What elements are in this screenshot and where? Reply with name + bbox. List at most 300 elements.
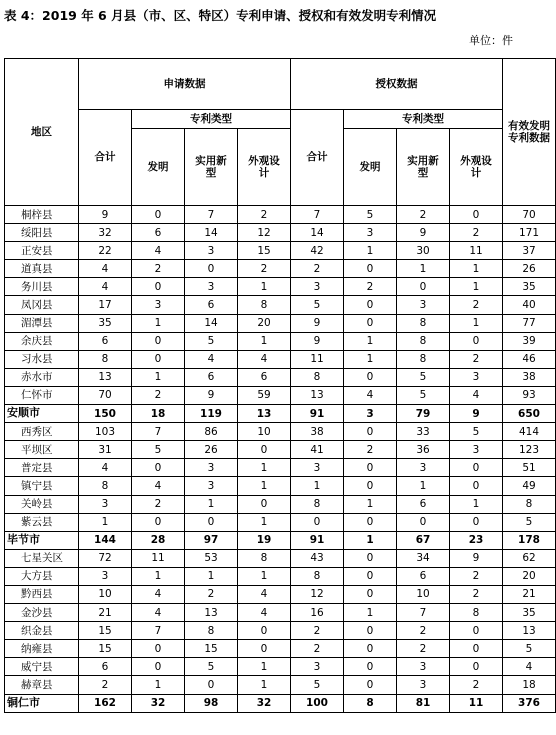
- value-cell: 2: [397, 640, 450, 658]
- table-row: [5, 585, 556, 603]
- value-cell: 8: [79, 350, 132, 368]
- table-row: [5, 405, 556, 423]
- value-cell: 171: [503, 224, 556, 242]
- value-cell: 0: [344, 676, 397, 694]
- value-cell: 2: [450, 224, 503, 242]
- value-cell: 3: [291, 459, 344, 477]
- value-cell: 6: [79, 332, 132, 350]
- value-cell: 2: [450, 676, 503, 694]
- table-row: [5, 332, 556, 350]
- value-cell: 1: [450, 495, 503, 513]
- value-cell: 0: [132, 332, 185, 350]
- region-cell: 凤冈县: [5, 296, 79, 314]
- value-cell: 0: [450, 477, 503, 495]
- value-cell: 62: [503, 549, 556, 567]
- value-cell: 1: [397, 477, 450, 495]
- value-cell: 59: [238, 386, 291, 404]
- value-cell: 1: [238, 513, 291, 531]
- value-cell: 9: [397, 224, 450, 242]
- value-cell: 150: [79, 405, 132, 423]
- value-cell: 0: [344, 585, 397, 603]
- value-cell: 4: [503, 658, 556, 676]
- patent-table: [4, 58, 556, 713]
- value-cell: 0: [185, 260, 238, 278]
- value-cell: 8: [238, 549, 291, 567]
- value-cell: 10: [238, 423, 291, 441]
- value-cell: 9: [450, 549, 503, 567]
- table-row: [5, 604, 556, 622]
- value-cell: 1: [238, 676, 291, 694]
- value-cell: 0: [238, 640, 291, 658]
- value-cell: 98: [185, 694, 238, 712]
- value-cell: 1: [397, 260, 450, 278]
- value-cell: 5: [450, 423, 503, 441]
- value-cell: 5: [291, 296, 344, 314]
- value-cell: 3: [132, 296, 185, 314]
- value-cell: 28: [132, 531, 185, 549]
- value-cell: 9: [79, 206, 132, 224]
- region-cell: 桐梓县: [5, 206, 79, 224]
- table-row: [5, 676, 556, 694]
- header-region: 地区: [5, 59, 79, 206]
- table-row: [5, 495, 556, 513]
- value-cell: 3: [397, 296, 450, 314]
- value-cell: 20: [238, 314, 291, 332]
- value-cell: 178: [503, 531, 556, 549]
- value-cell: 5: [397, 368, 450, 386]
- value-cell: 5: [503, 640, 556, 658]
- value-cell: 3: [450, 441, 503, 459]
- value-cell: 1: [344, 531, 397, 549]
- value-cell: 0: [344, 296, 397, 314]
- value-cell: 5: [344, 206, 397, 224]
- value-cell: 0: [344, 658, 397, 676]
- value-cell: 4: [132, 604, 185, 622]
- value-cell: 2: [450, 567, 503, 585]
- value-cell: 4: [450, 386, 503, 404]
- value-cell: 35: [503, 278, 556, 296]
- region-cell: 道真县: [5, 260, 79, 278]
- value-cell: 5: [185, 332, 238, 350]
- value-cell: 35: [79, 314, 132, 332]
- value-cell: 3: [450, 368, 503, 386]
- value-cell: 1: [291, 477, 344, 495]
- value-cell: 41: [291, 441, 344, 459]
- value-cell: 0: [185, 676, 238, 694]
- value-cell: 13: [238, 405, 291, 423]
- region-cell: 黔西县: [5, 585, 79, 603]
- value-cell: 77: [503, 314, 556, 332]
- value-cell: 10: [397, 585, 450, 603]
- value-cell: 15: [238, 242, 291, 260]
- value-cell: 9: [185, 386, 238, 404]
- header-grant-design: 外观设计: [450, 129, 503, 206]
- value-cell: 79: [397, 405, 450, 423]
- value-cell: 6: [132, 224, 185, 242]
- region-cell: 赤水市: [5, 368, 79, 386]
- region-cell: 大方县: [5, 567, 79, 585]
- header-valid-invention: 有效发明专利数据: [503, 59, 556, 206]
- value-cell: 2: [397, 622, 450, 640]
- value-cell: 376: [503, 694, 556, 712]
- value-cell: 2: [397, 206, 450, 224]
- value-cell: 4: [79, 459, 132, 477]
- value-cell: 2: [238, 260, 291, 278]
- region-cell: 紫云县: [5, 513, 79, 531]
- value-cell: 4: [238, 350, 291, 368]
- region-cell: 绥阳县: [5, 224, 79, 242]
- value-cell: 7: [132, 622, 185, 640]
- value-cell: 32: [132, 694, 185, 712]
- value-cell: 42: [291, 242, 344, 260]
- value-cell: 30: [397, 242, 450, 260]
- region-cell: 赫章县: [5, 676, 79, 694]
- value-cell: 12: [238, 224, 291, 242]
- value-cell: 3: [185, 278, 238, 296]
- table-row: [5, 477, 556, 495]
- value-cell: 1: [238, 658, 291, 676]
- value-cell: 8: [291, 368, 344, 386]
- value-cell: 81: [397, 694, 450, 712]
- value-cell: 33: [397, 423, 450, 441]
- value-cell: 9: [291, 332, 344, 350]
- header-app-type: 专利类型: [132, 110, 291, 129]
- value-cell: 13: [185, 604, 238, 622]
- value-cell: 2: [132, 386, 185, 404]
- region-cell: 湄潭县: [5, 314, 79, 332]
- value-cell: 7: [132, 423, 185, 441]
- value-cell: 3: [79, 567, 132, 585]
- value-cell: 1: [238, 278, 291, 296]
- value-cell: 4: [185, 350, 238, 368]
- value-cell: 15: [79, 640, 132, 658]
- header-grant-total: 合计: [291, 110, 344, 206]
- value-cell: 35: [503, 604, 556, 622]
- value-cell: 53: [185, 549, 238, 567]
- value-cell: 100: [291, 694, 344, 712]
- value-cell: 2: [344, 441, 397, 459]
- value-cell: 2: [291, 260, 344, 278]
- value-cell: 1: [132, 314, 185, 332]
- value-cell: 3: [344, 224, 397, 242]
- table-row: [5, 567, 556, 585]
- value-cell: 9: [450, 405, 503, 423]
- value-cell: 18: [132, 405, 185, 423]
- value-cell: 0: [344, 368, 397, 386]
- value-cell: 4: [132, 477, 185, 495]
- value-cell: 1: [132, 368, 185, 386]
- region-cell: 平坝区: [5, 441, 79, 459]
- value-cell: 2: [344, 278, 397, 296]
- value-cell: 37: [503, 242, 556, 260]
- value-cell: 0: [450, 513, 503, 531]
- value-cell: 12: [291, 585, 344, 603]
- table-row: [5, 296, 556, 314]
- header-grant-invention: 发明: [344, 129, 397, 206]
- table-row: [5, 441, 556, 459]
- value-cell: 8: [397, 332, 450, 350]
- value-cell: 1: [185, 495, 238, 513]
- value-cell: 31: [79, 441, 132, 459]
- value-cell: 2: [291, 640, 344, 658]
- table-row: [5, 242, 556, 260]
- value-cell: 0: [397, 278, 450, 296]
- region-cell: 余庆县: [5, 332, 79, 350]
- value-cell: 11: [291, 350, 344, 368]
- value-cell: 0: [450, 206, 503, 224]
- value-cell: 0: [450, 640, 503, 658]
- value-cell: 8: [238, 296, 291, 314]
- value-cell: 0: [344, 260, 397, 278]
- value-cell: 3: [291, 658, 344, 676]
- value-cell: 1: [450, 278, 503, 296]
- value-cell: 162: [79, 694, 132, 712]
- value-cell: 32: [238, 694, 291, 712]
- value-cell: 13: [79, 368, 132, 386]
- region-cell: 金沙县: [5, 604, 79, 622]
- header-app-invention: 发明: [132, 129, 185, 206]
- value-cell: 86: [185, 423, 238, 441]
- value-cell: 23: [450, 531, 503, 549]
- value-cell: 1: [132, 676, 185, 694]
- region-cell: 织金县: [5, 622, 79, 640]
- value-cell: 119: [185, 405, 238, 423]
- value-cell: 2: [79, 676, 132, 694]
- value-cell: 0: [238, 441, 291, 459]
- value-cell: 70: [503, 206, 556, 224]
- value-cell: 1: [450, 314, 503, 332]
- table-row: [5, 622, 556, 640]
- value-cell: 93: [503, 386, 556, 404]
- table-row: [5, 640, 556, 658]
- region-cell: 普定县: [5, 459, 79, 477]
- value-cell: 0: [132, 278, 185, 296]
- value-cell: 3: [185, 459, 238, 477]
- value-cell: 3: [397, 658, 450, 676]
- value-cell: 39: [503, 332, 556, 350]
- value-cell: 2: [185, 585, 238, 603]
- value-cell: 32: [79, 224, 132, 242]
- value-cell: 91: [291, 405, 344, 423]
- value-cell: 144: [79, 531, 132, 549]
- value-cell: 0: [344, 567, 397, 585]
- value-cell: 3: [397, 459, 450, 477]
- value-cell: 49: [503, 477, 556, 495]
- value-cell: 8: [503, 495, 556, 513]
- region-cell: 仁怀市: [5, 386, 79, 404]
- value-cell: 2: [132, 495, 185, 513]
- value-cell: 414: [503, 423, 556, 441]
- value-cell: 0: [344, 423, 397, 441]
- value-cell: 9: [291, 314, 344, 332]
- value-cell: 6: [397, 567, 450, 585]
- value-cell: 34: [397, 549, 450, 567]
- value-cell: 11: [132, 549, 185, 567]
- value-cell: 1: [238, 459, 291, 477]
- value-cell: 4: [238, 585, 291, 603]
- value-cell: 6: [397, 495, 450, 513]
- value-cell: 7: [185, 206, 238, 224]
- value-cell: 20: [503, 567, 556, 585]
- value-cell: 8: [397, 350, 450, 368]
- table-row: [5, 314, 556, 332]
- value-cell: 2: [450, 350, 503, 368]
- table-row: [5, 459, 556, 477]
- value-cell: 1: [185, 567, 238, 585]
- value-cell: 21: [79, 604, 132, 622]
- value-cell: 103: [79, 423, 132, 441]
- table-body: [5, 206, 556, 713]
- table-row: [5, 224, 556, 242]
- value-cell: 6: [185, 368, 238, 386]
- value-cell: 3: [79, 495, 132, 513]
- value-cell: 2: [450, 585, 503, 603]
- value-cell: 0: [450, 459, 503, 477]
- region-cell: 纳雍县: [5, 640, 79, 658]
- value-cell: 4: [344, 386, 397, 404]
- value-cell: 4: [132, 242, 185, 260]
- value-cell: 0: [291, 513, 344, 531]
- value-cell: 5: [132, 441, 185, 459]
- value-cell: 8: [291, 567, 344, 585]
- value-cell: 1: [344, 242, 397, 260]
- value-cell: 0: [132, 513, 185, 531]
- value-cell: 38: [291, 423, 344, 441]
- value-cell: 1: [238, 332, 291, 350]
- value-cell: 1: [79, 513, 132, 531]
- value-cell: 0: [132, 206, 185, 224]
- value-cell: 38: [503, 368, 556, 386]
- table-row: [5, 694, 556, 712]
- value-cell: 7: [397, 604, 450, 622]
- value-cell: 91: [291, 531, 344, 549]
- value-cell: 6: [238, 368, 291, 386]
- table-row: [5, 260, 556, 278]
- value-cell: 18: [503, 676, 556, 694]
- header-application: 申请数据: [79, 59, 291, 110]
- table-row: [5, 206, 556, 224]
- header-app-total: 合计: [79, 110, 132, 206]
- value-cell: 1: [238, 567, 291, 585]
- header-grant: 授权数据: [291, 59, 503, 110]
- value-cell: 0: [450, 332, 503, 350]
- value-cell: 97: [185, 531, 238, 549]
- value-cell: 4: [238, 604, 291, 622]
- table-row: [5, 350, 556, 368]
- value-cell: 13: [291, 386, 344, 404]
- value-cell: 0: [344, 549, 397, 567]
- value-cell: 0: [397, 513, 450, 531]
- value-cell: 4: [132, 585, 185, 603]
- region-cell: 毕节市: [5, 531, 79, 549]
- value-cell: 8: [450, 604, 503, 622]
- value-cell: 1: [132, 567, 185, 585]
- value-cell: 8: [185, 622, 238, 640]
- value-cell: 40: [503, 296, 556, 314]
- value-cell: 0: [132, 658, 185, 676]
- value-cell: 0: [344, 622, 397, 640]
- value-cell: 19: [238, 531, 291, 549]
- value-cell: 26: [185, 441, 238, 459]
- value-cell: 0: [344, 314, 397, 332]
- table-row: [5, 531, 556, 549]
- unit-label: 单位：件: [469, 34, 513, 47]
- value-cell: 0: [132, 459, 185, 477]
- value-cell: 16: [291, 604, 344, 622]
- value-cell: 0: [132, 640, 185, 658]
- table-row: [5, 549, 556, 567]
- table-row: [5, 423, 556, 441]
- table-row: [5, 658, 556, 676]
- value-cell: 14: [185, 224, 238, 242]
- value-cell: 15: [79, 622, 132, 640]
- value-cell: 11: [450, 694, 503, 712]
- value-cell: 3: [291, 278, 344, 296]
- value-cell: 70: [79, 386, 132, 404]
- value-cell: 650: [503, 405, 556, 423]
- value-cell: 8: [397, 314, 450, 332]
- table-row: [5, 278, 556, 296]
- value-cell: 72: [79, 549, 132, 567]
- value-cell: 14: [291, 224, 344, 242]
- value-cell: 123: [503, 441, 556, 459]
- value-cell: 0: [185, 513, 238, 531]
- region-cell: 铜仁市: [5, 694, 79, 712]
- value-cell: 4: [79, 278, 132, 296]
- value-cell: 0: [344, 477, 397, 495]
- value-cell: 51: [503, 459, 556, 477]
- value-cell: 46: [503, 350, 556, 368]
- value-cell: 4: [79, 260, 132, 278]
- value-cell: 0: [238, 622, 291, 640]
- value-cell: 2: [450, 296, 503, 314]
- value-cell: 5: [185, 658, 238, 676]
- value-cell: 15: [185, 640, 238, 658]
- value-cell: 8: [344, 694, 397, 712]
- value-cell: 13: [503, 622, 556, 640]
- region-cell: 务川县: [5, 278, 79, 296]
- value-cell: 0: [450, 622, 503, 640]
- value-cell: 0: [344, 513, 397, 531]
- header-grant-type: 专利类型: [344, 110, 503, 129]
- region-cell: 安顺市: [5, 405, 79, 423]
- value-cell: 1: [344, 604, 397, 622]
- value-cell: 0: [132, 350, 185, 368]
- value-cell: 1: [344, 332, 397, 350]
- region-cell: 正安县: [5, 242, 79, 260]
- value-cell: 10: [79, 585, 132, 603]
- value-cell: 26: [503, 260, 556, 278]
- value-cell: 43: [291, 549, 344, 567]
- value-cell: 1: [344, 350, 397, 368]
- value-cell: 21: [503, 585, 556, 603]
- region-cell: 关岭县: [5, 495, 79, 513]
- region-cell: 镇宁县: [5, 477, 79, 495]
- value-cell: 3: [397, 676, 450, 694]
- value-cell: 2: [238, 206, 291, 224]
- value-cell: 11: [450, 242, 503, 260]
- table-title: 表 4：2019 年 6 月县（市、区、特区）专利申请、授权和有效发明专利情况: [4, 8, 437, 23]
- value-cell: 2: [132, 260, 185, 278]
- table-row: [5, 513, 556, 531]
- region-cell: 七星关区: [5, 549, 79, 567]
- region-cell: 西秀区: [5, 423, 79, 441]
- header-grant-utility: 实用新型: [397, 129, 450, 206]
- value-cell: 5: [503, 513, 556, 531]
- value-cell: 5: [291, 676, 344, 694]
- value-cell: 67: [397, 531, 450, 549]
- header-app-utility: 实用新型: [185, 129, 238, 206]
